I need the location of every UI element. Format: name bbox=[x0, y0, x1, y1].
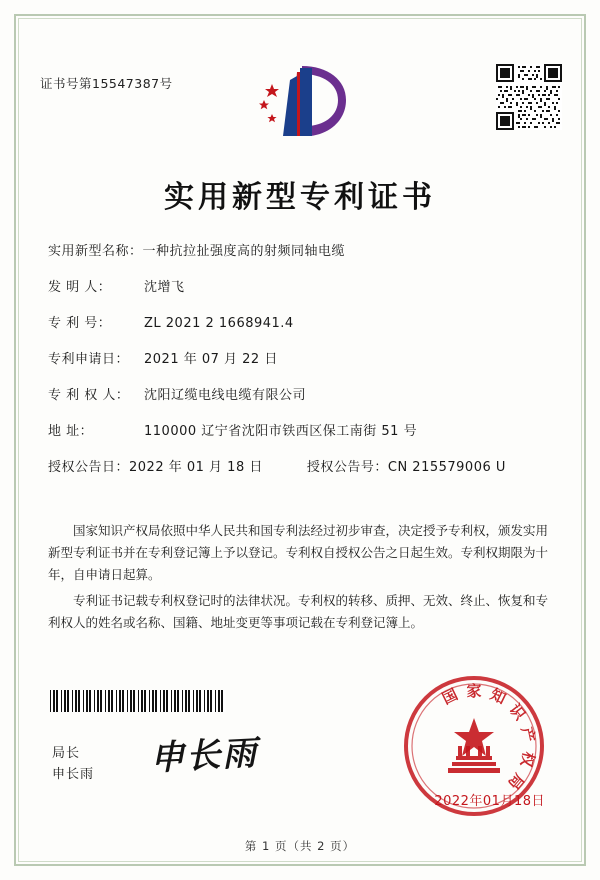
svg-text:国: 国 bbox=[439, 685, 461, 708]
field-value: 沈增飞 bbox=[144, 280, 185, 295]
svg-text:权: 权 bbox=[516, 749, 538, 769]
grant-number-value: CN 215579006 U bbox=[387, 460, 506, 475]
field-value: 沈阳辽缆电线电缆有限公司 bbox=[144, 388, 307, 403]
field-value: 2021 年 07 月 22 日 bbox=[144, 352, 278, 367]
fields-block bbox=[48, 240, 552, 492]
field-label: 专利申请日： bbox=[48, 352, 130, 367]
svg-text:家: 家 bbox=[466, 682, 482, 700]
certificate-number: 证书号第15547387号 bbox=[40, 76, 173, 91]
qr-code-icon bbox=[496, 64, 562, 130]
grant-date-value: 2022 年 01 月 18 日 bbox=[129, 460, 263, 475]
field-value: ZL 2021 2 1668941.4 bbox=[144, 316, 294, 331]
field-row-inventor bbox=[48, 276, 552, 295]
field-label: 实用新型名称： bbox=[48, 244, 143, 259]
field-label: 地 址： bbox=[48, 424, 94, 439]
legal-paragraph-1: 国家知识产权局依照中华人民共和国专利法经过初步审查，决定授予专利权，颁发实用新型专利证书并在专利登记簿上予以登记。专利权自授权公告之日起生效。专利权期限为十年，自申请日起算。 bbox=[48, 523, 549, 582]
barcode-icon bbox=[50, 690, 226, 712]
field-value: 一种抗拉扯强度高的射频同轴电缆 bbox=[142, 244, 346, 259]
field-row-application-date bbox=[48, 348, 552, 367]
grant-number-label: 授权公告号： bbox=[306, 460, 388, 475]
field-row-patent-number bbox=[48, 312, 552, 331]
field-row-grant-announcement bbox=[48, 456, 552, 475]
field-row-patentee bbox=[48, 384, 552, 403]
patent-office-logo-icon bbox=[250, 62, 354, 140]
field-value: 110000 辽宁省沈阳市铁西区保工南街 51 号 bbox=[144, 424, 418, 439]
svg-text:产: 产 bbox=[517, 725, 539, 744]
field-row-address bbox=[48, 420, 552, 439]
handwritten-signature: 申长雨 bbox=[149, 733, 260, 779]
page-title: 实用新型专利证书 bbox=[164, 180, 436, 215]
field-label: 专 利 权 人： bbox=[48, 388, 130, 403]
legal-text-block bbox=[48, 520, 548, 638]
seal-date: 2022年01月18日 bbox=[434, 794, 545, 809]
svg-text:局: 局 bbox=[504, 769, 528, 793]
field-label: 发 明 人： bbox=[48, 280, 112, 295]
svg-text:知: 知 bbox=[487, 685, 509, 708]
field-row-utility-model-name bbox=[48, 240, 552, 259]
grant-date-label: 授权公告日： bbox=[48, 460, 130, 475]
svg-text:识: 识 bbox=[505, 700, 530, 724]
page-footer: 第 1 页（共 2 页） bbox=[244, 839, 356, 853]
legal-paragraph-2: 专利证书记载专利权登记时的法律状况。专利权的转移、质押、无效、终止、恢复和专利权人的姓名或名称、国籍、地址变更等事项记载在专利登记簿上。 bbox=[48, 593, 549, 630]
director-name: 申长雨 bbox=[52, 767, 95, 782]
director-label: 局长 bbox=[52, 746, 81, 761]
field-label: 专 利 号： bbox=[48, 316, 112, 331]
